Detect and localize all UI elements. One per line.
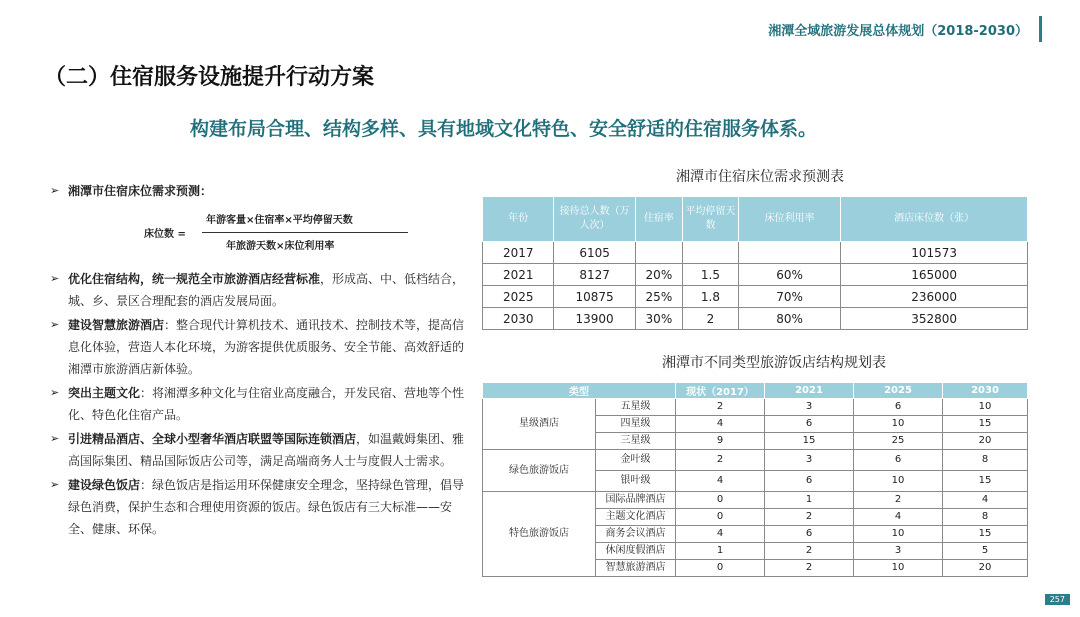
table2-cell: 6: [854, 450, 943, 471]
table2-cell: 6: [765, 416, 854, 433]
table1-cell: 70%: [738, 286, 840, 308]
table2-cell: 20: [943, 433, 1028, 450]
table2-cell: 6: [765, 526, 854, 543]
bullet-text: ，形成高、中、低档结合，城、乡、景区合理配套的酒店发展局面。: [68, 272, 465, 308]
forecast-heading: [46, 180, 466, 202]
table2-group-cell: 特色旅游饭店: [483, 492, 596, 577]
bullet-text: ：绿色饭店是指运用环保健康安全理念，坚持绿色管理，倡导绿色消费，保护生态和合理使用资源的饭店。绿色饭店有三大标准——安全、健康、环保。: [68, 478, 465, 536]
table1-cell: 20%: [635, 264, 682, 286]
bullet-bold-text: 引进精品酒店、全球小型奢华酒店联盟等国际连锁酒店: [68, 432, 357, 446]
table1-caption: 湘潭市住宿床位需求预测表: [676, 169, 844, 185]
table-row: [483, 492, 1028, 509]
table2-cell: 主题文化酒店: [596, 509, 676, 526]
arrow-bullet-icon: ➢: [50, 386, 60, 399]
table2-header-cell: 2021: [765, 383, 854, 399]
bullet-text: ：将湘潭多种文化与住宿业高度融合，开发民宿、营地等个性化、特色化住宿产品。: [68, 386, 465, 422]
table-row: [483, 242, 1028, 264]
table1-header-cell: 床位利用率: [738, 197, 840, 242]
formula-lhs: 床位数 =: [144, 229, 186, 240]
table2-cell: 2: [676, 450, 765, 471]
table1-cell: 10875: [554, 286, 635, 308]
left-text-column: [46, 180, 466, 540]
bullet-bold-text: 突出主题文化: [68, 386, 141, 400]
table2-cell: 15: [943, 416, 1028, 433]
table2-cell: 三星级: [596, 433, 676, 450]
document-header-title: 湘潭全域旅游发展总体规划（2018-2030）: [768, 24, 1028, 39]
table1-cell: 8127: [554, 264, 635, 286]
table2-cell: 3: [765, 450, 854, 471]
bullet-item: [46, 314, 466, 380]
table2-header-cell: 类型: [483, 383, 676, 399]
table2-cell: 6: [854, 399, 943, 416]
arrow-bullet-icon: ➢: [50, 272, 60, 285]
table1-cell: 2021: [483, 264, 554, 286]
table1-header-cell: 住宿率: [635, 197, 682, 242]
formula-numerator: 年游客量×住宿率×平均停留天数: [206, 215, 353, 226]
table1-cell: 2017: [483, 242, 554, 264]
bed-count-formula: [46, 210, 466, 260]
table1-cell: [635, 242, 682, 264]
table2-cell: 8: [943, 509, 1028, 526]
table1-cell: 6105: [554, 242, 635, 264]
table2-cell: 四星级: [596, 416, 676, 433]
table2-cell: 8: [943, 450, 1028, 471]
table1-header-cell: 平均停留天数: [683, 197, 739, 242]
table2-cell: 金叶级: [596, 450, 676, 471]
table1-cell: 101573: [841, 242, 1028, 264]
table1-cell: 60%: [738, 264, 840, 286]
table2-cell: 智慧旅游酒店: [596, 560, 676, 577]
table2-cell: 20: [943, 560, 1028, 577]
table2-cell: 5: [943, 543, 1028, 560]
table1-cell: 2: [683, 308, 739, 330]
table-row: [483, 308, 1028, 330]
bullet-bold-text: 优化住宿结构，统一规范全市旅游酒店经营标准: [68, 272, 321, 286]
bullet-bold-text: 建设绿色饭店: [68, 478, 141, 492]
bullet-text: ，如温戴姆集团、雅高国际集团、精品国际饭店公司等，满足高端商务人士与度假人士需求。: [68, 432, 465, 468]
table2-cell: 4: [676, 471, 765, 492]
arrow-bullet-icon: ➢: [50, 184, 60, 197]
table1-header-cell: 酒店床位数（张）: [841, 197, 1028, 242]
section-title: （二）住宿服务设施提升行动方案: [44, 65, 375, 90]
table1-cell: 2025: [483, 286, 554, 308]
table2-cell: 4: [854, 509, 943, 526]
table2-header-cell: 2030: [943, 383, 1028, 399]
table2-cell: 0: [676, 560, 765, 577]
table2-cell: 0: [676, 509, 765, 526]
table2-header-row: [483, 383, 1028, 399]
table2-caption: 湘潭市不同类型旅游饭店结构规划表: [662, 355, 886, 371]
table1-cell: 80%: [738, 308, 840, 330]
table2-cell: 1: [765, 492, 854, 509]
table2-group-cell: 星级酒店: [483, 399, 596, 450]
table2-cell: 4: [676, 416, 765, 433]
table1-cell: 2030: [483, 308, 554, 330]
header-accent-bar: [1039, 16, 1042, 42]
table2-cell: 2: [854, 492, 943, 509]
table2-cell: 2: [676, 399, 765, 416]
table2-cell: 25: [854, 433, 943, 450]
table2-cell: 休闲度假酒店: [596, 543, 676, 560]
table2-cell: 2: [765, 543, 854, 560]
bullet-text: ：整合现代计算机技术、通讯技术、控制技术等，提高信息化体验，营造人本化环境，为游客提供优质服务、安全节能、高效舒适的湘潭市旅游酒店新体验。: [68, 318, 465, 376]
table-row: [483, 286, 1028, 308]
bullet-item: [46, 268, 466, 312]
table2-cell: 1: [676, 543, 765, 560]
table1-cell: [738, 242, 840, 264]
table1-cell: 165000: [841, 264, 1028, 286]
table1-header-cell: 接待总人数（万人次）: [554, 197, 635, 242]
arrow-bullet-icon: ➢: [50, 318, 60, 331]
bed-forecast-table: [482, 196, 1028, 330]
table2-cell: 4: [943, 492, 1028, 509]
table2-cell: 3: [765, 399, 854, 416]
formula-denominator: 年旅游天数×床位利用率: [226, 241, 335, 252]
table2-cell: 9: [676, 433, 765, 450]
page-number: 257: [1045, 594, 1070, 605]
table1-cell: 352800: [841, 308, 1028, 330]
table2-cell: 6: [765, 471, 854, 492]
table1-cell: 13900: [554, 308, 635, 330]
table-row: [483, 399, 1028, 416]
bullet-bold-text: 建设智慧旅游酒店: [68, 318, 165, 332]
forecast-heading-text: 湘潭市住宿床位需求预测：: [68, 184, 213, 198]
subtitle: 构建布局合理、结构多样、具有地域文化特色、安全舒适的住宿服务体系。: [190, 118, 818, 140]
table2-cell: 10: [854, 526, 943, 543]
table2-cell: 15: [943, 471, 1028, 492]
table2-cell: 15: [765, 433, 854, 450]
table1-cell: [683, 242, 739, 264]
table1-header-cell: 年份: [483, 197, 554, 242]
table2-group-cell: 绿色旅游饭店: [483, 450, 596, 492]
bullet-item: [46, 382, 466, 426]
fraction-bar: [202, 232, 408, 233]
table2-cell: 10: [854, 560, 943, 577]
table2-cell: 五星级: [596, 399, 676, 416]
table1-cell: 1.8: [683, 286, 739, 308]
table2-cell: 15: [943, 526, 1028, 543]
bullet-list: [46, 268, 466, 540]
arrow-bullet-icon: ➢: [50, 478, 60, 491]
table2-cell: 商务会议酒店: [596, 526, 676, 543]
table2-cell: 2: [765, 509, 854, 526]
hotel-structure-table: [482, 382, 1028, 577]
table2-cell: 3: [854, 543, 943, 560]
table2-header-cell: 现状（2017）: [676, 383, 765, 399]
bullet-item: [46, 428, 466, 472]
table-row: [483, 450, 1028, 471]
table1-header-row: [483, 197, 1028, 242]
table1-cell: 1.5: [683, 264, 739, 286]
table2-cell: 10: [854, 416, 943, 433]
table2-cell: 0: [676, 492, 765, 509]
table2-header-cell: 2025: [854, 383, 943, 399]
table1-cell: 25%: [635, 286, 682, 308]
table1-cell: 30%: [635, 308, 682, 330]
bullet-item: [46, 474, 466, 540]
table2-cell: 4: [676, 526, 765, 543]
table2-cell: 10: [854, 471, 943, 492]
table-row: [483, 264, 1028, 286]
table2-cell: 国际品牌酒店: [596, 492, 676, 509]
table2-cell: 银叶级: [596, 471, 676, 492]
table2-cell: 2: [765, 560, 854, 577]
table1-cell: 236000: [841, 286, 1028, 308]
arrow-bullet-icon: ➢: [50, 432, 60, 445]
table2-cell: 10: [943, 399, 1028, 416]
